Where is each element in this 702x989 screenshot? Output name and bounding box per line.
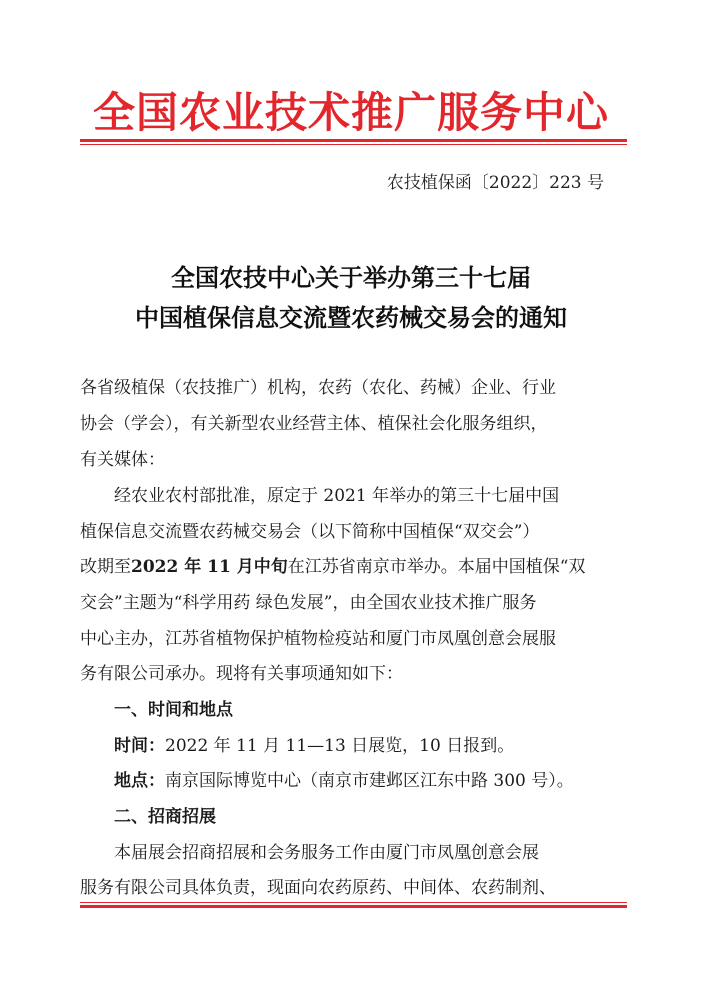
para1-date-highlight: 2022 年 11 月中旬 [131,557,288,577]
document-number: 农技植保函〔2022〕223 号 [386,173,604,193]
masthead-rule-thin [80,144,627,145]
addressee-line-1: 各省级植保（农技推广）机构，农药（农化、药械）企业、行业 [80,378,556,398]
footer-rule-thin [80,902,627,903]
para1-line-1: 经农业农村部批准，原定于 2021 年举办的第三十七届中国 [114,486,560,506]
addressee-line-2: 协会（学会），有关新型农业经营主体、植保社会化服务组织， [80,414,548,434]
addressee-line-3: 有关媒体： [80,450,165,470]
para1-line-6: 务有限公司承办。现将有关事项通知如下： [80,664,403,684]
para1-line-3-pre: 改期至 [80,557,131,577]
footer-rule [80,905,627,908]
section2-heading: 二、招商招展 [114,807,216,827]
title-line-2: 中国植保信息交流暨农药械交易会的通知 [135,304,567,332]
time-text: 2022 年 11 月 11—13 日展览，10 日报到。 [165,736,515,756]
para1-line-3-post: 在江苏省南京市举办。本届中国植保“双 [287,557,586,577]
time-label: 时间： [114,736,165,756]
title-line-1: 全国农技中心关于举办第三十七届 [171,264,531,292]
place-label: 地点： [114,771,165,791]
para1-line-4: 交会”主题为“科学用药 绿色发展”，由全国农业技术推广服务 [80,593,537,613]
masthead-org-name: 全国农业技术推广服务中心 [92,88,609,137]
section1-heading: 一、时间和地点 [114,700,233,720]
para1-line-5: 中心主办，江苏省植物保护植物检疫站和厦门市凤凰创意会展服 [80,629,556,649]
para1-line-3 [80,555,627,579]
section1-place [114,769,627,793]
section2-line-1: 本届展会招商招展和会务服务工作由厦门市凤凰创意会展 [114,843,539,863]
place-text: 南京国际博览中心（南京市建邺区江东中路 300 号）。 [165,771,574,791]
masthead-rule [80,139,627,142]
section1-time [114,734,627,758]
para1-line-2: 植保信息交流暨农药械交易会（以下简称中国植保“双交会”） [80,522,540,542]
section2-line-2: 服务有限公司具体负责，现面向农药原药、中间体、农药制剂、 [80,878,556,898]
